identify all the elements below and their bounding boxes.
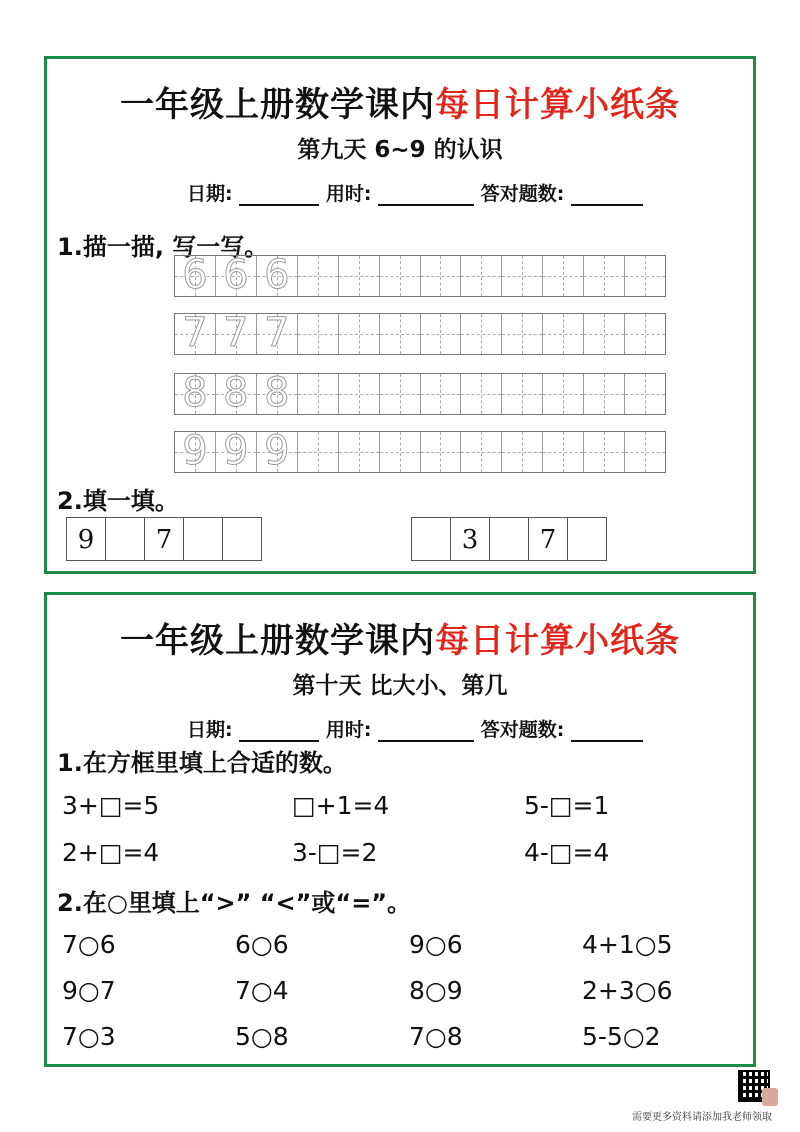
worksheet-title	[47, 77, 753, 126]
compare-equation[interactable]: 7○4	[235, 976, 289, 1005]
trace-cell-empty[interactable]	[584, 314, 625, 354]
compare-equation[interactable]: 9○7	[62, 976, 116, 1005]
correct-blank[interactable]	[571, 184, 643, 206]
trace-cell-empty[interactable]	[543, 314, 584, 354]
trace-cell-empty[interactable]	[339, 432, 380, 472]
date-label: 日期:	[187, 183, 233, 205]
compare-equation[interactable]: 5○8	[235, 1022, 289, 1051]
title-black: 一年级上册数学课内	[120, 621, 435, 661]
trace-cell-empty[interactable]	[421, 256, 462, 296]
question-2: 2.填一填。	[57, 487, 179, 515]
question-2: 2.在○里填上“>” “<”或“=”。	[57, 889, 412, 917]
number-boxes-left	[67, 517, 262, 561]
date-label: 日期:	[187, 719, 233, 741]
trace-cell-empty[interactable]	[380, 314, 421, 354]
dotted-digit: 8	[264, 370, 290, 416]
trace-row	[174, 310, 666, 356]
correct-label: 答对题数:	[480, 719, 565, 741]
trace-cell-empty[interactable]	[625, 256, 665, 296]
compare-equation[interactable]: 2+3○6	[582, 976, 673, 1005]
dotted-digit: 8	[223, 370, 249, 416]
trace-row	[174, 252, 666, 298]
trace-cell-empty[interactable]	[461, 432, 502, 472]
dotted-digit: 6	[223, 252, 249, 298]
fill-equation[interactable]: 4-□=4	[524, 838, 610, 867]
trace-cell-empty[interactable]	[625, 432, 665, 472]
trace-cell-dotted[interactable]	[257, 428, 298, 474]
number-boxes-right	[412, 517, 607, 561]
meta-line	[187, 179, 643, 206]
dotted-digit: 7	[264, 310, 290, 356]
dotted-digit: 6	[264, 252, 290, 298]
worksheet-subtitle: 第十天 比大小、第几	[292, 673, 508, 699]
trace-cell-empty[interactable]	[421, 374, 462, 414]
trace-cell-empty[interactable]	[461, 314, 502, 354]
trace-cell-dotted[interactable]	[216, 310, 257, 356]
time-label: 用时:	[325, 719, 372, 741]
trace-cell-dotted[interactable]	[175, 252, 216, 298]
trace-cell-empty[interactable]	[298, 314, 339, 354]
trace-cell-empty[interactable]	[584, 432, 625, 472]
trace-cell-empty[interactable]	[502, 314, 543, 354]
time-label: 用时:	[325, 183, 372, 205]
number-box: 7	[144, 517, 184, 561]
trace-cell-empty[interactable]	[380, 374, 421, 414]
trace-cell-empty[interactable]	[625, 314, 665, 354]
trace-cell-empty[interactable]	[421, 314, 462, 354]
number-box: 9	[66, 517, 106, 561]
number-box[interactable]	[411, 517, 451, 561]
number-box[interactable]	[489, 517, 529, 561]
meta-line	[187, 715, 643, 742]
trace-row	[174, 428, 666, 474]
trace-cell-empty[interactable]	[543, 432, 584, 472]
trace-cell-empty[interactable]	[584, 256, 625, 296]
trace-row	[174, 370, 666, 416]
compare-equation[interactable]: 4+1○5	[582, 930, 673, 959]
title-red: 每日计算小纸条	[435, 621, 680, 661]
trace-cell-empty[interactable]	[339, 314, 380, 354]
question-1: 1.描一描, 写一写。	[57, 233, 269, 261]
avatar	[762, 1088, 778, 1106]
trace-cell-empty[interactable]	[298, 256, 339, 296]
time-blank[interactable]	[378, 720, 474, 742]
dotted-digit: 8	[182, 370, 208, 416]
compare-equation[interactable]: 7○6	[62, 930, 116, 959]
dotted-digit: 9	[182, 428, 208, 474]
trace-cell-empty[interactable]	[543, 374, 584, 414]
date-blank[interactable]	[239, 184, 319, 206]
fill-equation[interactable]: 5-□=1	[524, 791, 610, 820]
date-blank[interactable]	[239, 720, 319, 742]
trace-cell-dotted[interactable]	[175, 310, 216, 356]
compare-equation[interactable]: 8○9	[409, 976, 463, 1005]
number-box[interactable]	[105, 517, 145, 561]
number-box[interactable]	[567, 517, 607, 561]
fill-equation[interactable]: 3-□=2	[292, 838, 378, 867]
trace-cell-empty[interactable]	[461, 374, 502, 414]
time-blank[interactable]	[378, 184, 474, 206]
trace-cell-empty[interactable]	[502, 374, 543, 414]
compare-equation[interactable]: 5-5○2	[582, 1022, 661, 1051]
dotted-digit: 7	[182, 310, 208, 356]
compare-equation[interactable]: 7○8	[409, 1022, 463, 1051]
compare-equation[interactable]: 7○3	[62, 1022, 116, 1051]
dotted-digit: 9	[264, 428, 290, 474]
compare-equation[interactable]: 9○6	[409, 930, 463, 959]
worksheet-day9	[44, 56, 756, 574]
dotted-digit: 9	[223, 428, 249, 474]
title-red: 每日计算小纸条	[435, 85, 680, 125]
trace-cell-dotted[interactable]	[175, 428, 216, 474]
trace-cell-dotted[interactable]	[216, 252, 257, 298]
trace-cell-empty[interactable]	[461, 256, 502, 296]
correct-label: 答对题数:	[480, 183, 565, 205]
compare-equation[interactable]: 6○6	[235, 930, 289, 959]
trace-cell-dotted[interactable]	[175, 370, 216, 416]
dotted-digit: 6	[182, 252, 208, 298]
number-box: 3	[450, 517, 490, 561]
fill-equation[interactable]: 3+□=5	[62, 791, 160, 820]
correct-blank[interactable]	[571, 720, 643, 742]
number-box[interactable]	[183, 517, 223, 561]
trace-cell-empty[interactable]	[543, 256, 584, 296]
worksheet-day10	[44, 592, 756, 1067]
trace-cell-empty[interactable]	[298, 374, 339, 414]
trace-cell-empty[interactable]	[298, 432, 339, 472]
footer-note: 需要更多资料请添加我老师领取	[632, 1112, 772, 1123]
trace-cell-dotted[interactable]	[257, 370, 298, 416]
trace-cell-empty[interactable]	[339, 256, 380, 296]
question-1: 1.在方框里填上合适的数。	[57, 749, 347, 777]
trace-cell-empty[interactable]	[625, 374, 665, 414]
fill-equation[interactable]: □+1=4	[292, 791, 390, 820]
trace-cell-dotted[interactable]	[216, 428, 257, 474]
fill-equation[interactable]: 2+□=4	[62, 838, 160, 867]
trace-cell-dotted[interactable]	[257, 310, 298, 356]
trace-cell-dotted[interactable]	[257, 252, 298, 298]
trace-cell-empty[interactable]	[502, 432, 543, 472]
trace-cell-empty[interactable]	[339, 374, 380, 414]
trace-cell-empty[interactable]	[502, 256, 543, 296]
trace-cell-empty[interactable]	[584, 374, 625, 414]
number-box: 7	[528, 517, 568, 561]
title-black: 一年级上册数学课内	[120, 85, 435, 125]
trace-cell-empty[interactable]	[380, 432, 421, 472]
trace-cell-empty[interactable]	[380, 256, 421, 296]
trace-cell-dotted[interactable]	[216, 370, 257, 416]
number-box[interactable]	[222, 517, 262, 561]
trace-cell-empty[interactable]	[421, 432, 462, 472]
worksheet-subtitle: 第九天 6~9 的认识	[297, 137, 503, 163]
worksheet-title	[47, 613, 753, 662]
dotted-digit: 7	[223, 310, 249, 356]
